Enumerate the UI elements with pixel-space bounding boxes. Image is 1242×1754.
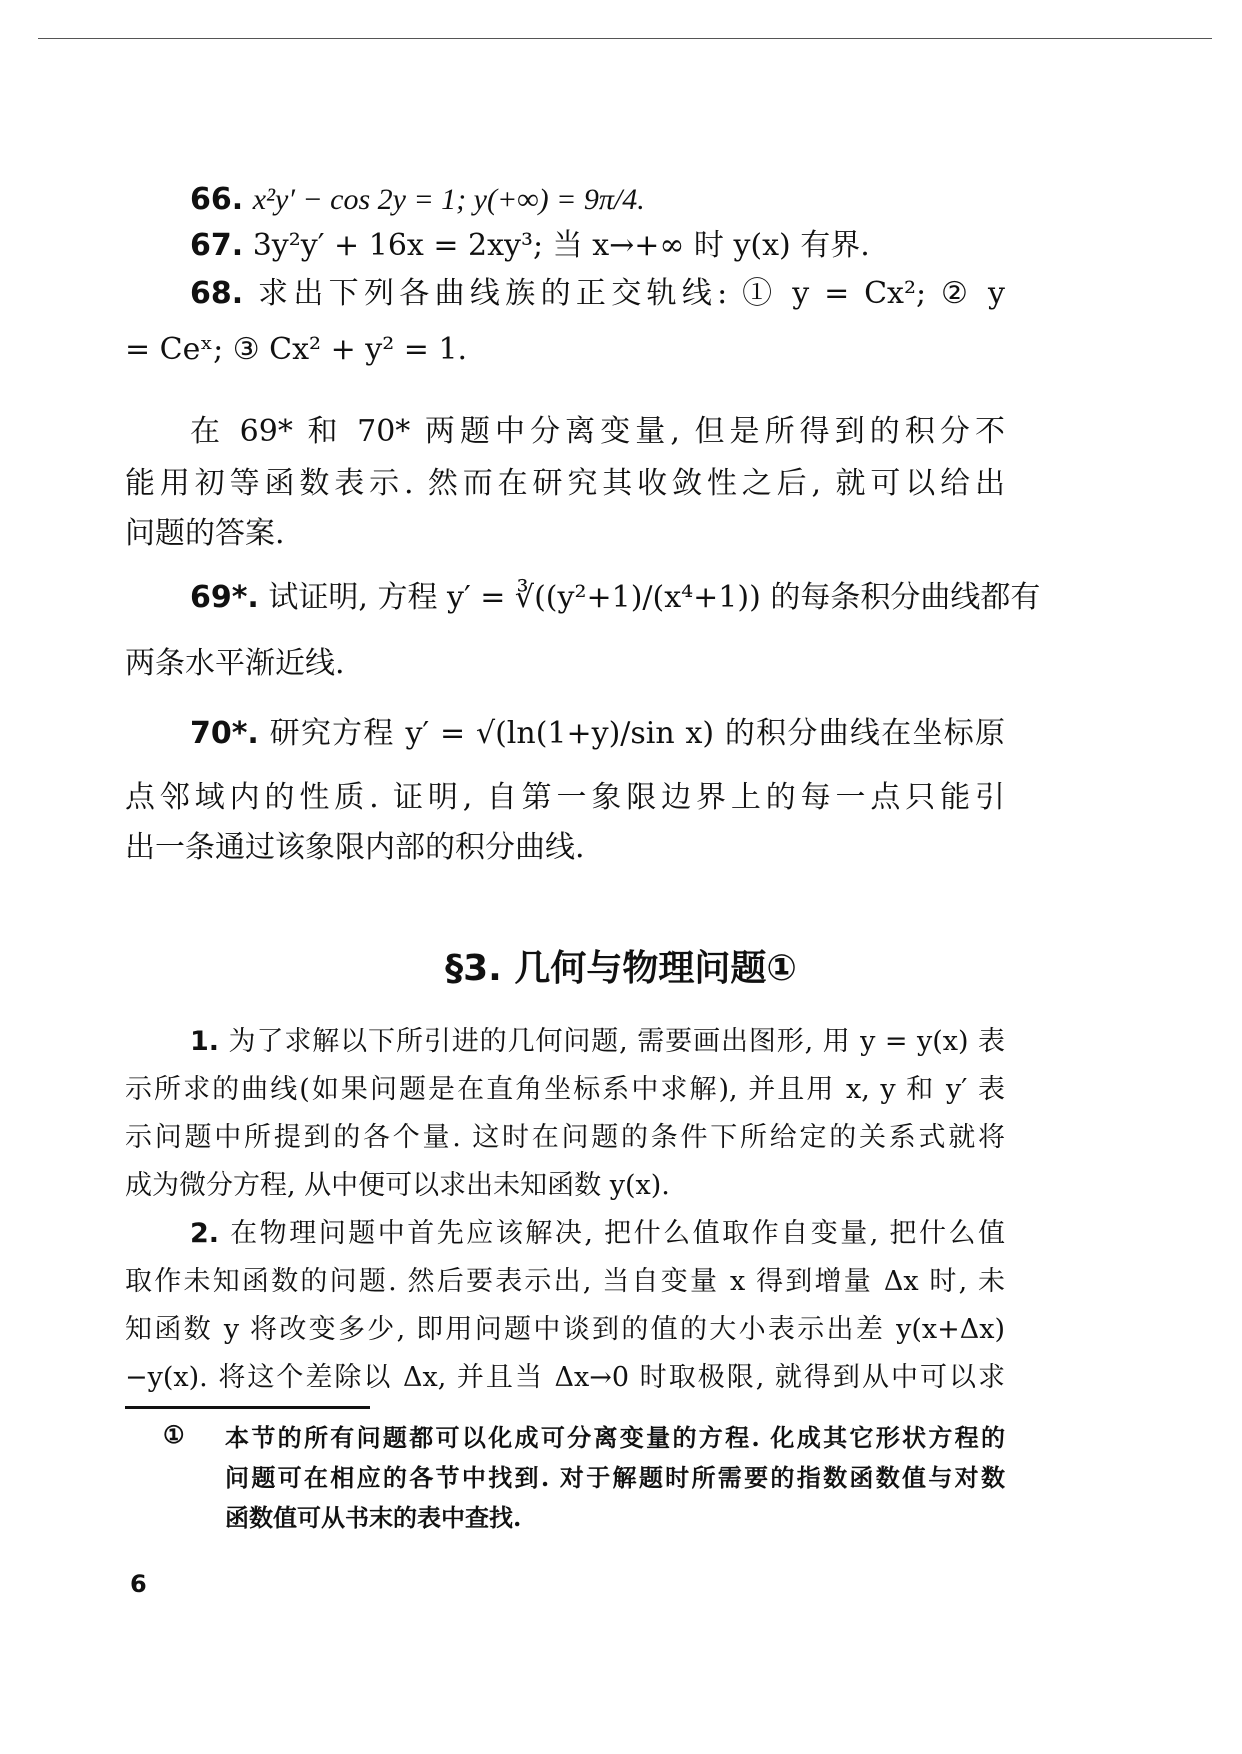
item-line: 示所求的曲线(如果问题是在直角坐标系中求解), 并且用 x, y 和 y′ 表 xyxy=(125,1074,1005,1105)
problem-68 xyxy=(190,274,1005,314)
footnote-line: 函数值可从书末的表中查找. xyxy=(225,1503,522,1532)
item-line: 知函数 y 将改变多少, 即用问题中谈到的值的大小表示出差 y(x+Δx) xyxy=(125,1314,1005,1345)
problem-70-cont: 点邻域内的性质. 证明, 自第一象限边界上的每一点只能引 xyxy=(125,780,1005,815)
footnote-line: 问题可在相应的各节中找到. 对于解题时所需要的指数函数值与对数 xyxy=(225,1463,1005,1492)
section-item-2 xyxy=(190,1214,1005,1254)
intro-line: 在 69* 和 70* 两题中分离变量, 但是所得到的积分不 xyxy=(190,414,1005,449)
item-line: 取作未知函数的问题. 然后要表示出, 当自变量 x 得到增量 Δx 时, 未 xyxy=(125,1266,1005,1297)
item-line: 示问题中所提到的各个量. 这时在问题的条件下所给定的关系式就将 xyxy=(125,1122,1005,1153)
section-item-1 xyxy=(190,1022,1005,1062)
footnote-mark: ① xyxy=(163,1420,185,1449)
footnote-rule xyxy=(125,1406,370,1409)
item-number: 1. xyxy=(190,1026,220,1057)
problem-67 xyxy=(190,226,1005,266)
problem-66 xyxy=(190,180,1005,220)
item-number: 2. xyxy=(190,1218,220,1249)
problem-number: 67. xyxy=(190,228,244,263)
problem-69-cont: 两条水平渐近线. xyxy=(125,646,345,681)
problem-number: 69*. xyxy=(190,580,259,615)
item-line: −y(x). 将这个差除以 Δx, 并且当 Δx→0 时取极限, 就得到从中可以求 xyxy=(125,1362,1005,1393)
problem-text: 求出下列各曲线族的正交轨线: ① y = Cx²; ② y xyxy=(258,276,1005,311)
footnote-line: 本节的所有问题都可以化成可分离变量的方程. 化成其它形状方程的 xyxy=(225,1423,1005,1452)
problem-text: 3y²y′ + 16x = 2xy³; 当 x→+∞ 时 y(x) 有界. xyxy=(252,228,870,263)
item-line: 成为微分方程, 从中便可以求出未知函数 y(x). xyxy=(125,1170,670,1201)
section-title: §3. 几何与物理问题① xyxy=(445,948,797,989)
problem-text: x²y′ − cos 2y = 1; y(+∞) = 9π/4. xyxy=(252,183,645,216)
problem-text: 研究方程 y′ = √(ln(1+y)/sin x) 的积分曲线在坐标原 xyxy=(269,716,1005,751)
page-number: 6 xyxy=(130,1570,147,1598)
problem-number: 68. xyxy=(190,276,244,311)
problem-text: 试证明, 方程 y′ = ∛((y²+1)/(x⁴+1)) 的每条积分曲线都有 xyxy=(268,580,1041,615)
header-rule xyxy=(38,38,1212,39)
problem-number: 66. xyxy=(190,182,244,217)
problem-70-cont: 出一条通过该象限内部的积分曲线. xyxy=(125,830,585,865)
intro-line: 问题的答案. xyxy=(125,516,285,551)
problem-70 xyxy=(190,714,1005,754)
item-text: 为了求解以下所引进的几何问题, 需要画出图形, 用 y = y(x) 表 xyxy=(228,1026,1005,1057)
problem-68-cont: = Ceˣ; ③ Cx² + y² = 1. xyxy=(125,332,468,367)
intro-line: 能用初等函数表示. 然而在研究其收敛性之后, 就可以给出 xyxy=(125,466,1005,501)
item-text: 在物理问题中首先应该解决, 把什么值取作自变量, 把什么值 xyxy=(230,1218,1005,1249)
problem-number: 70*. xyxy=(190,716,259,751)
problem-69 xyxy=(190,578,1041,618)
